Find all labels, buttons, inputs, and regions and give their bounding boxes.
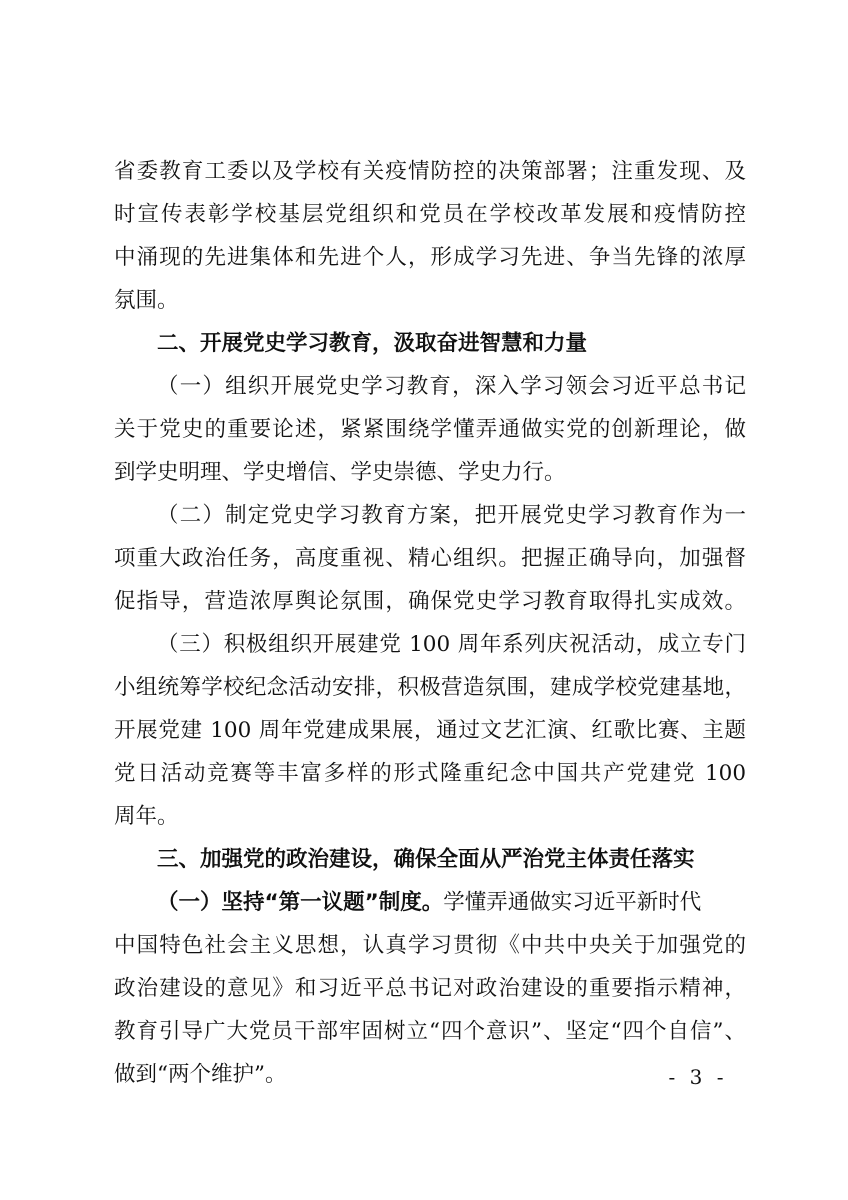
paragraph-line: 开展党建 100 周年党建成果展，通过文艺汇演、红歌比赛、主题	[114, 718, 746, 743]
paragraph-line: 促指导，营造浓厚舆论氛围，确保党史学习教育取得扎实成效。	[114, 589, 746, 614]
paragraph-line: 时宣传表彰学校基层党组织和党员在学校改革发展和疫情防控	[114, 202, 746, 227]
paragraph-line: （二）制定党史学习教育方案，把开展党史学习教育作为一	[157, 503, 746, 528]
paragraph-line: （一）组织开展党史学习教育，深入学习领会习近平总书记	[157, 374, 746, 399]
paragraph-line: 省委教育工委以及学校有关疫情防控的决策部署；注重发现、及	[114, 159, 746, 184]
paragraph-line: 教育引导广大党员干部牢固树立“四个意识”、坚定“四个自信”、	[114, 1019, 746, 1044]
subsection-title: （一）坚持“第一议题”制度。	[157, 890, 444, 915]
paragraph-text: 学懂弄通做实习近平新时代	[443, 890, 702, 915]
paragraph-line: 政治建设的意见》和习近平总书记对政治建设的重要指示精神，	[114, 976, 746, 1001]
paragraph-line: 党日活动竞赛等丰富多样的形式隆重纪念中国共产党建党 100	[114, 761, 746, 786]
section-heading: 二、开展党史学习教育，汲取奋进智慧和力量	[157, 331, 588, 356]
section-heading: 三、加强党的政治建设，确保全面从严治党主体责任落实	[157, 847, 695, 872]
paragraph-line: 项重大政治任务，高度重视、精心组织。把握正确导向，加强督	[114, 546, 746, 571]
paragraph-line	[157, 883, 746, 923]
paragraph-line: （三）积极组织开展建党 100 周年系列庆祝活动，成立专门	[157, 632, 746, 657]
paragraph-line: 关于党史的重要论述，紧紧围绕学懂弄通做实党的创新理论，做	[114, 417, 746, 442]
paragraph-line: 氛围。	[114, 288, 179, 313]
paragraph-line: 中国特色社会主义思想，认真学习贯彻《中共中央关于加强党的	[114, 933, 746, 958]
page-number: - 3 -	[668, 1065, 728, 1089]
paragraph-line: 周年。	[114, 804, 179, 829]
paragraph-line: 中涌现的先进集体和先进个人，形成学习先进、争当先锋的浓厚	[114, 245, 746, 270]
paragraph-line: 小组统筹学校纪念活动安排，积极营造氛围，建成学校党建基地，	[114, 675, 746, 700]
paragraph-line: 到学史明理、学史增信、学史崇德、学史力行。	[114, 460, 566, 485]
paragraph-line: 做到“两个维护”。	[114, 1062, 287, 1087]
